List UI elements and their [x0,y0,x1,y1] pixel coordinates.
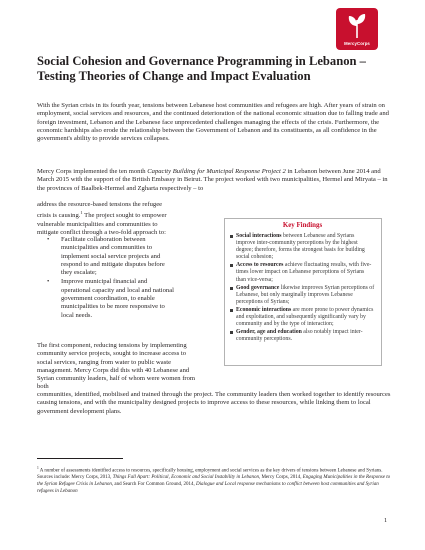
mercy-corps-logo [336,8,378,50]
bullet-square-icon [230,235,233,238]
page-number: 1 [384,517,388,524]
logo-text: MercyCorps [344,41,370,46]
intro-paragraph: With the Syrian crisis in its fourth year, tensions between Lebanese host communities and refugees are high. After years of strain on employment, social services and resources, and the continued deterioration of the national economic situation due to falling trade and foreign investment, Lebanon and the Lebanese face unprecedented challenges managing the effects of the crisis. Furthermore, the economic hardships also erode the relationship between the Government of Lebanon and its constituents, as all confidence in the government's ability to provide services collapses. [37,102,389,143]
leaf-icon [346,12,368,40]
component-paragraph-continued: communities, identified, mobilised and trained through the project. The community leaders then worked together to identify resources causing tensions, and with the municipality designed projects to improve access to these resources, while linking them to local government development plans. [37,391,391,415]
bullet-square-icon [230,309,233,312]
footnote-divider [37,458,123,459]
component-paragraph: The first component, reducing tensions by implementing community service projects, sought to increase access to social services, ranging from water to public waste management. Mercy Corps did this with 40 Lebanese and Syrian community leaders, half of whom were women from both [37,342,196,391]
approach-list [37,236,177,321]
finding-item: Gender, age and education also notably impact inter-community perceptions. [230,329,375,343]
project-paragraph-continued: address the resource-based tensions the refugee crisis is causing.$^1$ The project sought to empower vulnerable municipalities and communities to mitigate conflict through a two-fold approach to: [37,201,167,237]
list-item: • Facilitate collaboration between municipalities and communities to implement social service projects and respond to and mitigate disputes before they escalate; [47,236,165,277]
footnote-ref[interactable]: 1 [80,210,83,216]
bullet-square-icon [230,264,233,267]
key-findings-title: Key Findings [282,222,323,229]
bullet-square-icon [230,331,233,334]
finding-item: Access to resources achieve fluctuating results, with five-times lower impact on Lebanese perceptions of Syrians than vice-versa; [230,262,375,283]
bullet-square-icon [230,287,233,290]
finding-item: Social interactions between Lebanese and Syrians improve inter-community perceptions by the highest degree; therefore, forms the strongest basis for building social cohesion; [230,233,375,261]
key-findings-list [230,233,375,343]
document-title: Social Cohesion and Governance Programming in Lebanon – Testing Theories of Change and Impact Evaluation [37,54,366,83]
finding-item: Good governance likewise improves Syrian perceptions of Lebanese, but only marginally improves Lebanese perceptions of Syrians; [230,285,375,306]
list-item: • Improve municipal financial and operational capacity and local and national government coordination, to enable municipalities to be more responsive to local needs. [47,278,174,319]
footnote: $^1$ A number of assessments identified access to resources, specifically housing, employment and social services as the key drivers of tensions between Lebanese and Syrians. Sources include: Mercy Corps, 2013, Things Fall Apart: Political, Economic and Social Instability in Lebanon, Mercy Corps, 2014, Engaging Municipalities in the Response to the Syrian Refugee Crisis in Lebanon, and Search For Common Ground, 2014, Dialogue and Local response mechanisms to conflict between host communities and Syrian refugees in Lebanon [37,466,391,494]
project-paragraph: Mercy Corps implemented the ten month Capacity Building for Municipal Response Project 2 in Lebanon between June 2014 and March 2015 with the support of the British Embassy in Beirut. The project worked with two municipalities, Hermel and Miryata – in the provinces of Baalbek-Hermel and Zgharta respectively – to [37,168,388,192]
key-findings-box [224,218,382,366]
finding-item: Economic interactions are more prone to power dynamics and exploitation, and subsequently significantly vary by community and by the type of interaction; [230,307,375,328]
